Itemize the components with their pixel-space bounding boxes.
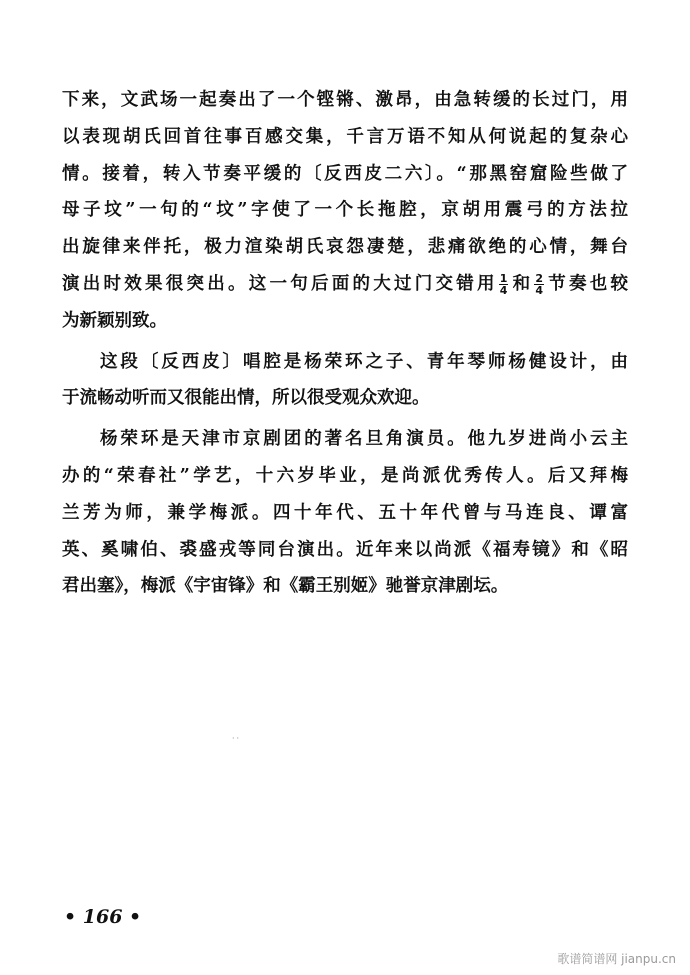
text-line: 为新颖别致。 (62, 310, 167, 331)
text-line: 办的“荣春社”学艺，十六岁毕业，是尚派优秀传人。后又拜梅 (62, 465, 628, 486)
stray-dots: ·· (232, 734, 242, 743)
text-line: 出旋律来伴托，极力渲染胡氏哀怨凄楚，悲痛欲绝的心情，舞台 (62, 237, 628, 258)
fraction-two-quarters (534, 273, 544, 296)
text-line: 兰芳为师，兼学梅派。四十年代、五十年代曾与马连良、谭富 (62, 502, 628, 523)
text-line: 情。接着，转入节奏平缓的〔反西皮二六〕。“那黑窑窟险些做了 (62, 163, 628, 184)
text-line: 于流畅动听而又很能出情，所以很受观众欢迎。 (62, 388, 430, 409)
fraction-numerator: 2 (535, 271, 544, 285)
text-line: 这段〔反西皮〕唱腔是杨荣环之子、青年琴师杨健设计，由 (100, 351, 628, 372)
fraction-denominator: 4 (499, 283, 508, 297)
text-segment: 节奏也较 (545, 273, 629, 294)
text-line: 以表现胡氏回首往事百感交集，千言万语不知从何说起的复杂心 (62, 126, 628, 147)
fraction-one-quarter (499, 273, 509, 296)
fraction-numerator: 1 (499, 271, 508, 285)
text-line: 杨荣环是天津市京剧团的著名旦角演员。他九岁进尚小云主 (100, 429, 628, 450)
body-text (62, 82, 628, 605)
text-line-with-fractions (62, 266, 628, 303)
text-segment: 和 (509, 273, 534, 294)
text-segment: 演出时效果很突出。这一句后面的大过门交错用 (62, 273, 498, 294)
text-line: 母子坟”一句的“坟”字使了一个长拖腔，京胡用震弓的方法拉 (62, 200, 628, 221)
text-line: 君出塞》，梅派《宇宙锋》和《霸王别姬》驰誉京津剧坛。 (62, 576, 509, 597)
text-line: 下来，文武场一起奏出了一个铿锵、激昂，由急转缓的长过门，用 (62, 90, 628, 110)
fraction-denominator: 4 (535, 283, 544, 297)
page-number: • 166 • (64, 906, 142, 928)
site-watermark: 歌谱简谱网 jianpu.cn (557, 952, 676, 966)
text-line: 英、奚啸伯、裘盛戎等同台演出。近年来以尚派《福寿镜》和《昭 (62, 539, 628, 560)
